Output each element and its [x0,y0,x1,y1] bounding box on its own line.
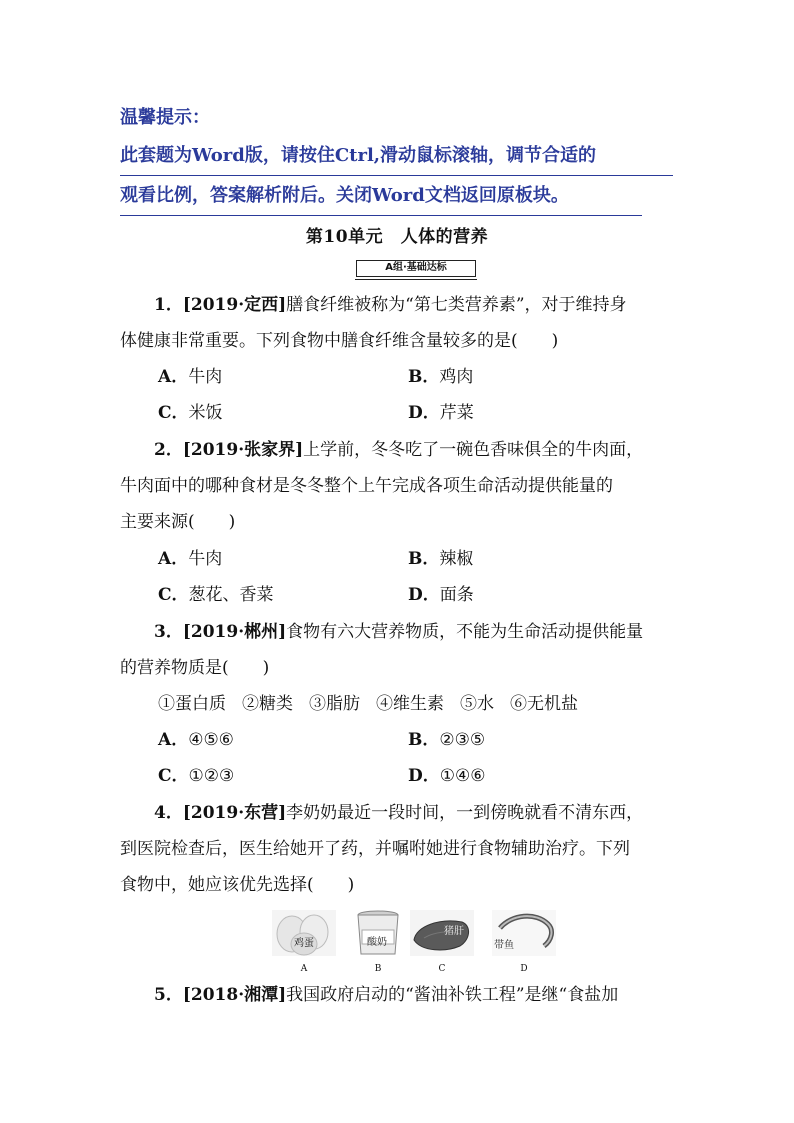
option-text: 芹菜 [439,403,474,423]
option-d[interactable] [408,577,474,613]
option-letter: C． [158,585,189,605]
option-text: ④⑤⑥ [188,730,234,750]
picture-pork-liver[interactable] [410,910,474,974]
option-a[interactable] [158,359,222,395]
food-pictures [272,910,572,980]
option-text: ②③⑤ [439,730,486,750]
picture-caption: 酸奶 [367,937,387,948]
option-text: 牛肉 [188,549,223,569]
question-number: 5． [154,985,183,1005]
notice-line-2: 观看比例，答案解析附后。关闭Word文档返回原板块。 [120,176,642,216]
nutrient-list [158,686,594,722]
option-d[interactable] [408,395,474,431]
option-letter: B． [408,549,440,569]
picture-caption: 带鱼 [494,940,514,951]
option-text: 米饭 [188,403,223,423]
question-number: 4． [154,803,183,823]
option-row [158,758,658,794]
option-text: ①②③ [188,766,235,786]
notice-hint: 温馨提示： [120,107,210,128]
picture-hairtail-fish[interactable] [492,910,556,974]
option-a[interactable] [158,541,222,577]
option-letter: D． [408,766,440,786]
question-text: 食物有六大营养物质，不能为生命活动提供能量 [286,622,644,642]
picture-yogurt[interactable] [346,910,410,974]
question-1-line-1 [120,287,676,323]
question-source: [2019·张家界] [182,440,304,460]
question-text: 李奶奶最近一段时间，一到傍晚就看不清东西， [286,803,644,823]
question-number: 2． [154,440,183,460]
option-letter: A． [158,730,189,750]
question-2-line-3: 主要来源( ) [120,512,236,532]
unit-title: 第10单元 人体的营养 [305,227,489,247]
option-text: 葱花、香菜 [188,585,274,605]
question-1-line-2: 体健康非常重要。下列食物中膳食纤维含量较多的是( ) [120,331,559,351]
option-b[interactable] [408,541,473,577]
option-row [158,359,658,395]
picture-eggs[interactable] [272,910,336,974]
question-1-options [158,359,658,431]
option-letter: B． [408,730,440,750]
question-3 [120,614,676,686]
nutrient-item: ④维生素 [376,694,444,714]
question-source: [2018·湘潭] [182,985,287,1005]
notice-line-1: 此套题为Word版，请按住Ctrl,滑动鼠标滚轴，调节合适的 [120,136,673,176]
option-text: 鸡肉 [439,367,474,387]
question-2-options [158,541,658,613]
option-text: ①④⑥ [439,766,486,786]
option-c[interactable] [158,395,223,431]
question-number: 1． [154,295,183,315]
question-5 [120,977,676,1013]
question-text: 上学前，冬冬吃了一碗色香味俱全的牛肉面， [303,440,644,460]
picture-caption: 猪肝 [444,926,464,937]
option-text: 面条 [439,585,474,605]
question-3-line-1 [120,614,676,650]
question-text: 膳食纤维被称为“第七类营养素”，对于维持身 [286,295,627,315]
group-badge: A组·基础达标 [356,260,476,277]
option-letter: D． [408,585,440,605]
picture-letter: D [520,964,528,974]
picture-letter: B [374,964,382,974]
nutrient-item: ⑥无机盐 [510,694,578,714]
option-row [158,395,658,431]
question-source: [2019·东营] [182,803,287,823]
question-source: [2019·定西] [182,295,287,315]
question-4-line-2: 到医院检查后，医生给她开了药，并嘱咐她进行食物辅助治疗。下列 [120,839,630,859]
option-a[interactable] [158,722,234,758]
option-letter: C． [158,403,189,423]
option-d[interactable] [408,758,485,794]
option-row [158,541,658,577]
question-number: 3． [154,622,183,642]
option-letter: D． [408,403,440,423]
option-letter: A． [158,549,189,569]
question-2-line-2: 牛肉面中的哪种食材是冬冬整个上午完成各项生命活动提供能量的 [120,476,613,496]
option-row [158,577,658,613]
question-1 [120,287,676,359]
option-letter: B． [408,367,440,387]
question-3-line-2: 的营养物质是( ) [120,658,270,678]
picture-letter: A [300,964,308,974]
nutrient-item: ⑤水 [460,694,494,714]
nutrient-item: ③脂肪 [309,694,360,714]
question-4-line-3: 食物中，她应该优先选择( ) [120,875,355,895]
question-4 [120,795,676,903]
liver-image [410,910,474,956]
eggs-image [272,910,336,956]
nutrient-item: ②糖类 [242,694,293,714]
option-letter: A． [158,367,189,387]
question-text: 我国政府启动的“酱油补铁工程”是继“食盐加 [286,985,619,1005]
question-4-line-1 [120,795,676,831]
option-text: 辣椒 [439,549,474,569]
question-3-options [158,722,658,794]
question-2 [120,432,676,540]
option-c[interactable] [158,758,234,794]
question-5-line-1 [120,977,676,1013]
picture-letter: C [438,964,446,974]
option-letter: C． [158,766,189,786]
option-row [158,722,658,758]
nutrient-item: ①蛋白质 [158,694,226,714]
question-source: [2019·郴州] [182,622,287,642]
picture-caption: 鸡蛋 [294,938,314,949]
option-b[interactable] [408,359,473,395]
option-c[interactable] [158,577,274,613]
notice-block [120,100,673,216]
option-b[interactable] [408,722,485,758]
option-text: 牛肉 [188,367,223,387]
question-2-line-1 [120,432,676,468]
